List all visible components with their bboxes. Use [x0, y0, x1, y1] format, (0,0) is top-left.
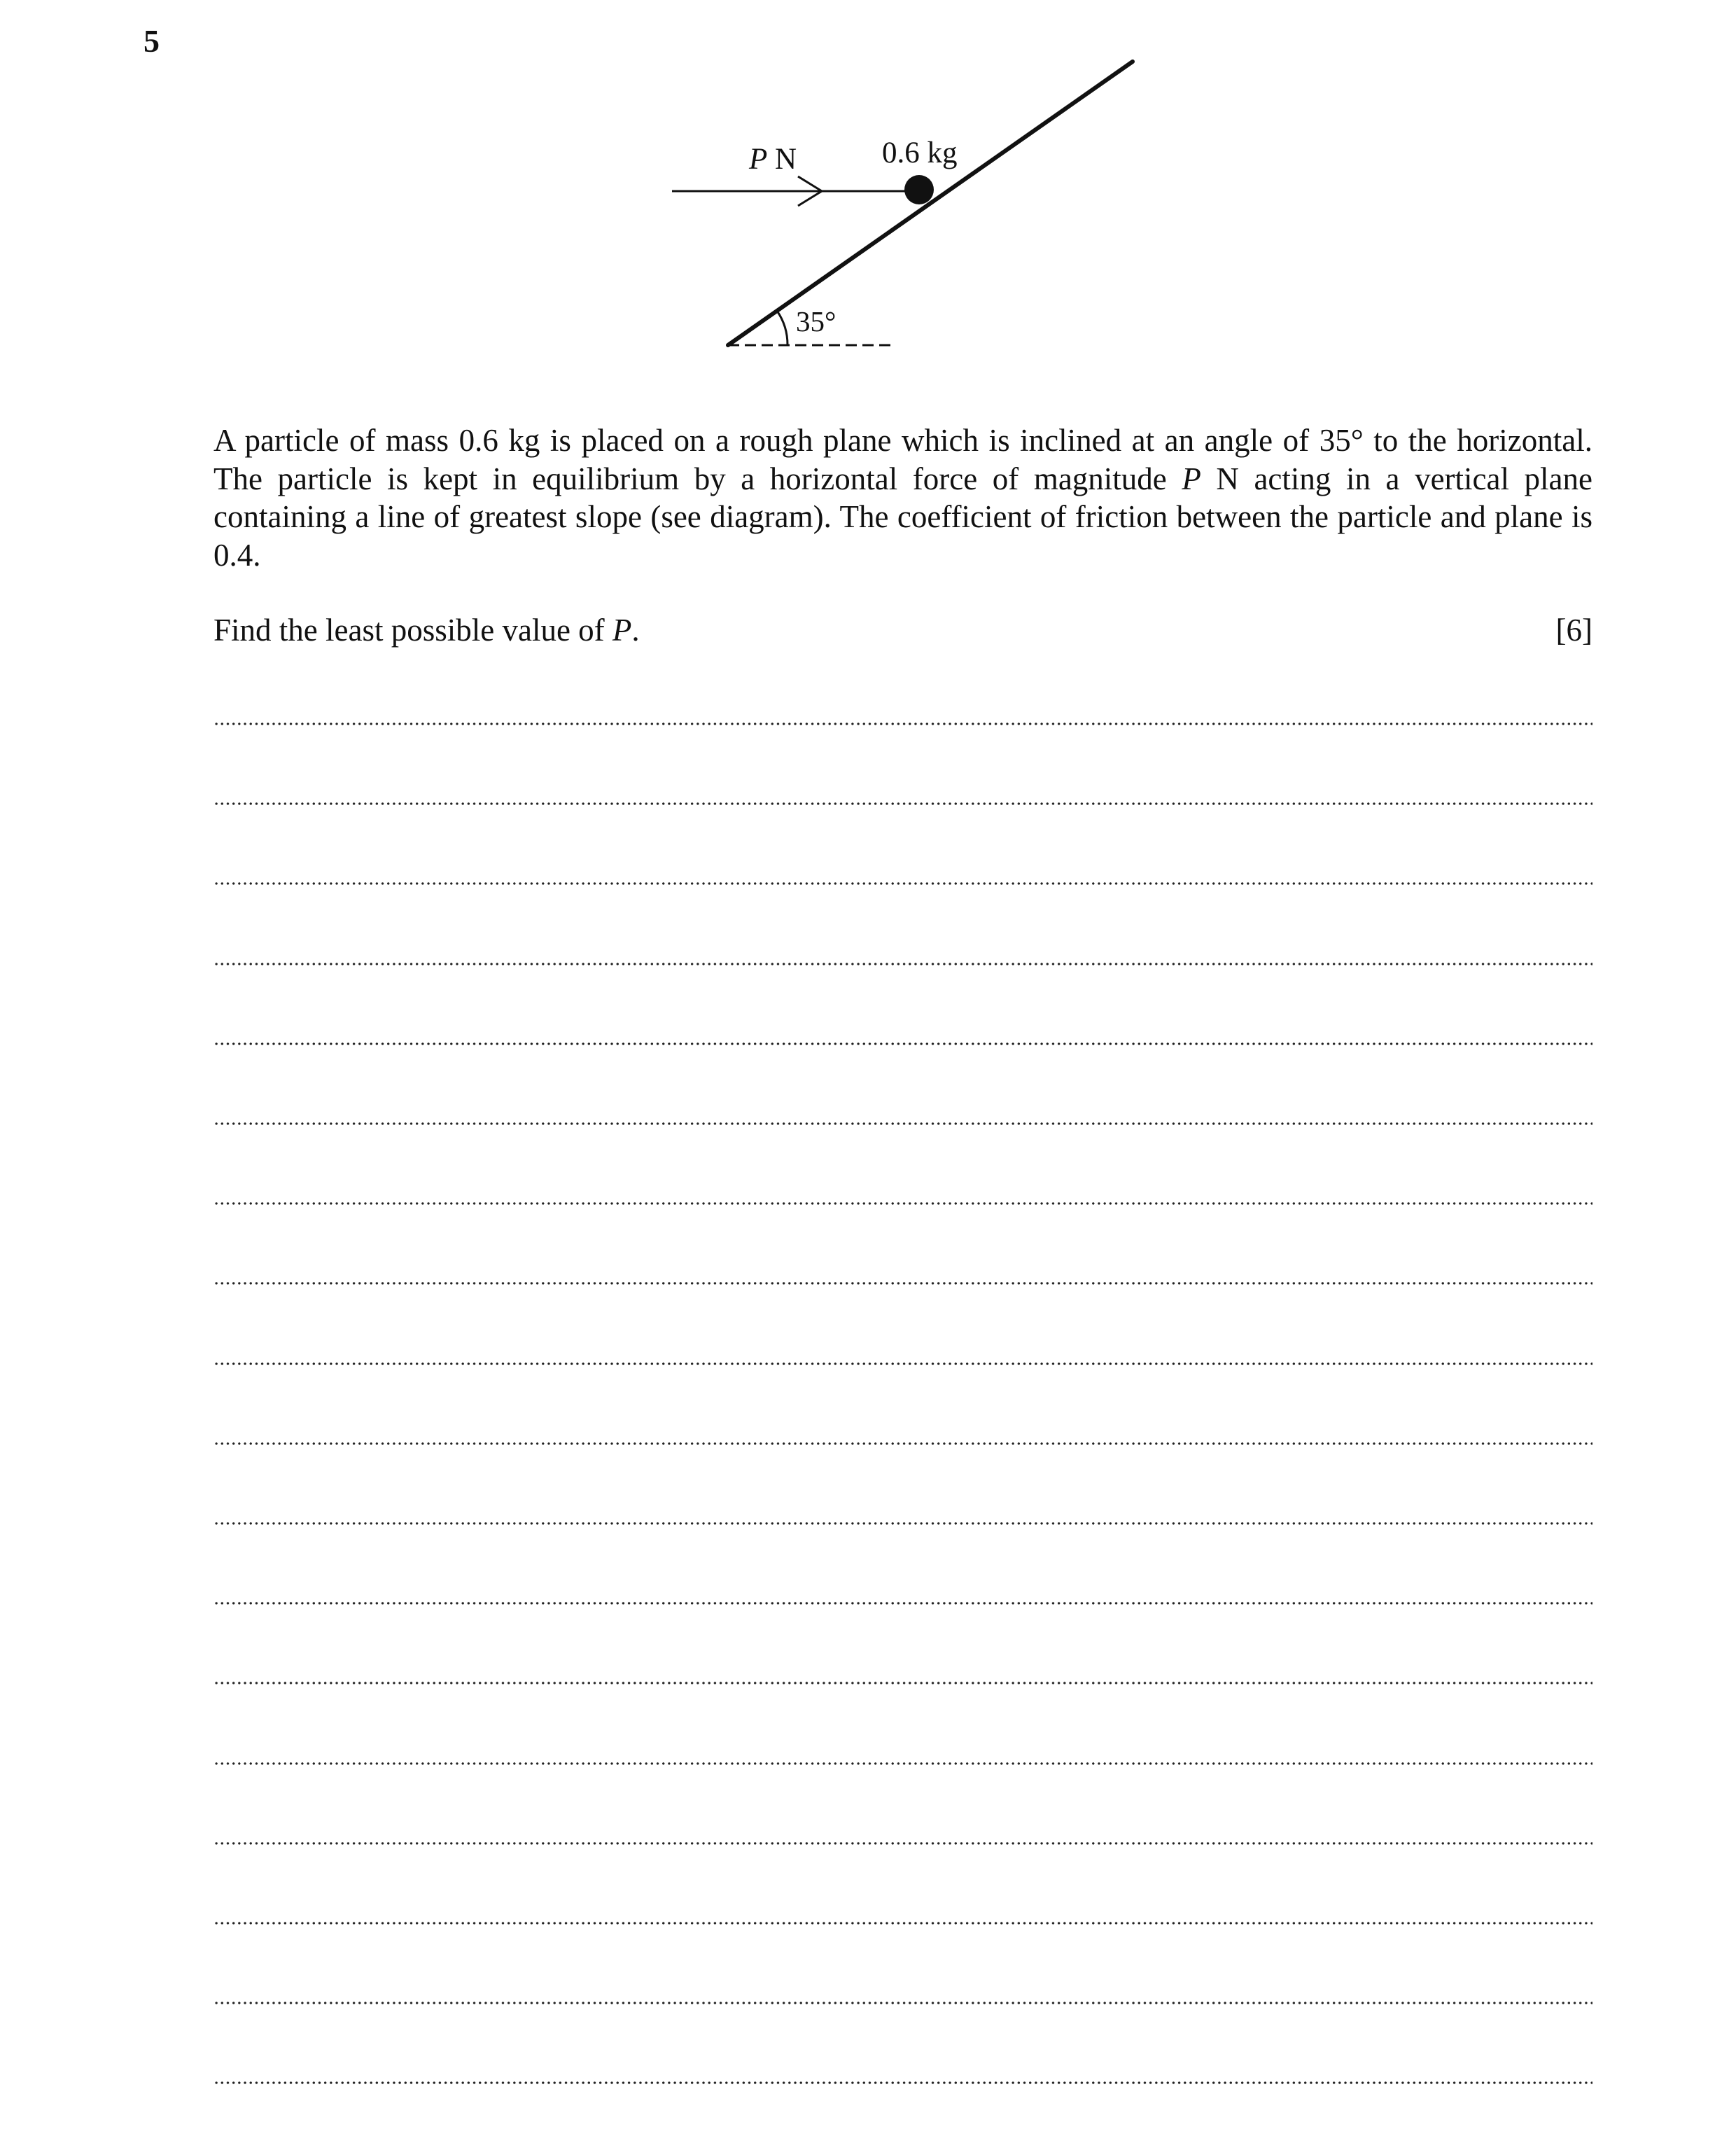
- question-paragraph: [214, 421, 1592, 574]
- angle-label: 35°: [796, 305, 836, 337]
- question-sentence-2-end: N acting in a vertical plane containing a line of greatest slope (see diagram).: [214, 461, 1592, 534]
- answer-line[interactable]: [214, 1682, 1592, 1684]
- particle: [904, 175, 934, 204]
- answer-line[interactable]: [214, 1042, 1592, 1045]
- answer-line[interactable]: [214, 1602, 1592, 1605]
- task-text: [214, 611, 640, 649]
- answer-line[interactable]: [214, 1842, 1592, 1845]
- marks-label: [6]: [1555, 613, 1592, 648]
- answer-line[interactable]: [214, 2081, 1592, 2084]
- answer-line[interactable]: [214, 1922, 1592, 1925]
- answer-line[interactable]: [214, 1202, 1592, 1205]
- task-suffix: .: [631, 613, 640, 648]
- angle-arc: [777, 311, 788, 345]
- answer-line[interactable]: [214, 1362, 1592, 1365]
- question-sentence-1: A particle of mass 0.6 kg is placed on a rough plane which is inclined at an angle of 35° to the horizontal.: [214, 423, 1592, 458]
- answer-line[interactable]: [214, 723, 1592, 725]
- answer-line[interactable]: [214, 1762, 1592, 1765]
- answer-line[interactable]: [214, 1122, 1592, 1125]
- force-label: P N: [749, 143, 797, 176]
- answer-line[interactable]: [214, 1282, 1592, 1285]
- mass-label: 0.6 kg: [882, 137, 958, 169]
- answer-line[interactable]: [214, 802, 1592, 805]
- answer-line[interactable]: [214, 1442, 1592, 1445]
- answer-line[interactable]: [214, 882, 1592, 885]
- question-number: 5: [144, 23, 160, 59]
- answer-line[interactable]: [214, 2002, 1592, 2004]
- force-variable: P: [1182, 461, 1201, 496]
- inclined-plane-diagram: [0, 0, 1736, 392]
- answer-line[interactable]: [214, 1522, 1592, 1525]
- question-sentence-3: The coefficient of friction between the particle and plane is 0.4.: [214, 499, 1593, 573]
- task-variable: P: [612, 613, 632, 648]
- answer-line[interactable]: [214, 963, 1592, 965]
- question-sentence-2-start: The particle is kept in equilibrium by a horizontal force of magnitude: [214, 461, 1167, 496]
- inclined-plane-line: [728, 62, 1133, 345]
- task-prefix: Find the least possible value of: [214, 613, 612, 648]
